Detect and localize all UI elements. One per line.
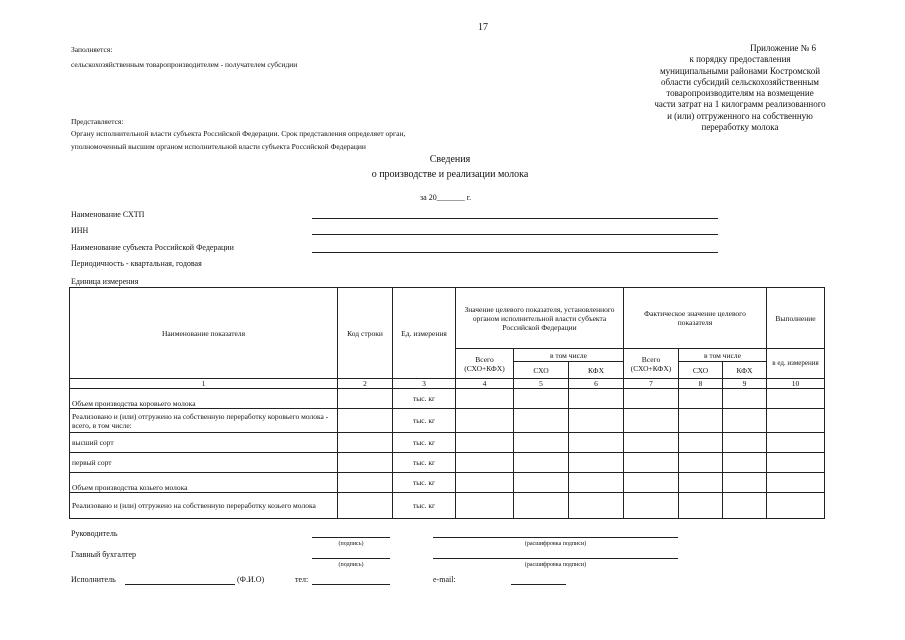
appendix-block [600,43,880,133]
cell[interactable] [569,453,624,473]
row-unit: тыс. кг [393,433,456,453]
cell[interactable] [569,493,624,519]
fill-label: Заполняется: [71,45,113,54]
cell[interactable] [723,409,767,433]
report-period: за 20_______ г. [420,193,472,202]
cell[interactable] [514,453,569,473]
email-label: e-mail: [433,575,456,584]
row-name: Реализовано и (или) отгружено на собственную переработку коровьего молока - всего, в том числе: [70,409,338,433]
cell[interactable] [338,389,393,409]
cell[interactable] [456,433,514,453]
appendix-line: к порядку предоставления [689,54,791,65]
appendix-line: области субсидий сельскохозяйственным [661,76,819,87]
header-target-including: в том числе [514,349,624,362]
cell[interactable] [723,389,767,409]
cell[interactable] [338,453,393,473]
cell[interactable] [514,433,569,453]
header-actual-total: Всего (СХО+КФХ) [624,349,679,379]
cell[interactable] [514,473,569,493]
header-target-kfh: КФХ [569,362,624,379]
row-unit: тыс. кг [393,389,456,409]
cell[interactable] [338,493,393,519]
cell[interactable] [624,409,679,433]
appendix-line: переработку молока [701,122,779,133]
cell[interactable] [679,473,723,493]
col-number: 5 [514,379,569,389]
header-exec: Выполнение [767,288,825,349]
cell[interactable] [569,473,624,493]
cell[interactable] [569,409,624,433]
header-unit: Ед. измерения [393,288,456,379]
row-name: высший сорт [70,433,338,453]
head-signature-line[interactable] [312,537,390,538]
head-decode-hint: (расшифровка подписи) [524,541,587,547]
cell[interactable] [624,453,679,473]
cell[interactable] [456,409,514,433]
col-number: 9 [723,379,767,389]
field-inn-line[interactable] [312,234,718,235]
col-number: 8 [679,379,723,389]
accountant-signature-line[interactable] [312,558,390,559]
cell[interactable] [456,493,514,519]
cell[interactable] [569,433,624,453]
header-exec-unit: в ед. измерения [767,349,825,379]
head-label: Руководитель [71,529,118,538]
executor-label: Исполнитель [71,575,116,584]
header-actual: Фактическое значение целевого показателя [624,288,767,349]
email-line[interactable] [511,584,566,585]
cell[interactable] [514,409,569,433]
document-title: Сведения [429,154,471,165]
cell[interactable] [338,433,393,453]
field-inn-label: ИНН [71,226,89,235]
row-unit: тыс. кг [393,453,456,473]
col-number: 10 [767,379,825,389]
header-target-sho: СХО [514,362,569,379]
cell[interactable] [624,473,679,493]
cell[interactable] [679,493,723,519]
cell[interactable] [723,453,767,473]
cell[interactable] [679,433,723,453]
header-target-total: Всего (СХО+КФХ) [456,349,514,379]
document-subtitle: о производстве и реализации молока [371,169,529,180]
phone-line[interactable] [312,584,390,585]
cell[interactable] [624,389,679,409]
field-periodicity: Периодичность - квартальная, годовая [71,259,202,268]
accountant-label: Главный бухгалтер [71,550,136,559]
row-unit: тыс. кг [393,409,456,433]
appendix-line: товаропроизводителям на возмещение [666,88,814,99]
cell[interactable] [569,389,624,409]
cell[interactable] [723,493,767,519]
accountant-decode-hint: (расшифровка подписи) [524,562,587,568]
field-region-line[interactable] [312,252,718,253]
table-row [70,433,825,453]
cell[interactable] [767,493,825,519]
header-actual-kfh: КФХ [723,362,767,379]
table-row [70,493,825,519]
header-actual-including: в том числе [679,349,767,362]
phone-label: тел: [295,575,309,584]
page-number: 17 [478,22,488,33]
appendix-line: и (или) отгруженного на собственную [667,110,813,121]
submit-line-1: Органу исполнительной власти субъекта Российской Федерации. Срок представления определяет орган, [71,129,406,138]
table-row [70,389,825,409]
cell[interactable] [767,453,825,473]
appendix-line: муниципальными районами Костромской [659,65,821,76]
row-name: Объем производства коровьего молока [70,389,338,409]
header-actual-sho: СХО [679,362,723,379]
fill-value: сельскохозяйственным товаропроизводителем - получателем субсидии [71,60,298,69]
head-signature-hint: (подпись) [338,541,364,547]
appendix-line: части затрат на 1 килограмм реализованного [654,99,826,110]
cell[interactable] [456,473,514,493]
table-row [70,409,825,433]
table-row [70,473,825,493]
appendix-line: Приложение № 6 [750,43,816,53]
data-table [69,287,825,519]
col-number: 3 [393,379,456,389]
cell[interactable] [624,493,679,519]
row-unit: тыс. кг [393,473,456,493]
row-name: первый сорт [70,453,338,473]
cell[interactable] [338,473,393,493]
cell[interactable] [338,409,393,433]
cell[interactable] [456,389,514,409]
head-decode-line[interactable] [433,537,678,538]
executor-fio: (Ф.И.О) [237,575,265,584]
accountant-decode-line[interactable] [433,558,678,559]
field-region-label: Наименование субъекта Российской Федерации [71,243,234,252]
cell[interactable] [679,409,723,433]
header-name: Наименование показателя [70,288,338,379]
cell[interactable] [723,433,767,453]
row-name: Реализовано и (или) отгружено на собственную переработку козьего молока [70,493,338,519]
submit-label: Представляется: [71,117,124,126]
cell[interactable] [723,473,767,493]
cell[interactable] [767,389,825,409]
col-number: 4 [456,379,514,389]
field-name-label: Наименование СХТП [71,210,145,219]
cell[interactable] [514,389,569,409]
header-target: Значение целевого показателя, установленного органом исполнительной власти субъекта Российской Федерации [456,288,624,349]
submit-line-2: уполномоченный высшим органом исполнительной власти субъекта Российской Федерации [71,142,366,151]
col-number: 2 [338,379,393,389]
header-code: Код строки [338,288,393,379]
cell[interactable] [767,433,825,453]
col-number: 7 [624,379,679,389]
cell[interactable] [767,473,825,493]
row-name: Объем производства козьего молока [70,473,338,493]
accountant-signature-hint: (подпись) [338,562,364,568]
cell[interactable] [767,409,825,433]
row-unit: тыс. кг [393,493,456,519]
col-number: 6 [569,379,624,389]
table-row [70,453,825,473]
cell[interactable] [456,453,514,473]
field-unit: Единица измерения [71,277,139,286]
cell[interactable] [679,453,723,473]
cell[interactable] [624,433,679,453]
field-name-line[interactable] [312,218,718,219]
col-number: 1 [70,379,338,389]
cell[interactable] [514,493,569,519]
cell[interactable] [679,389,723,409]
executor-line[interactable] [125,584,235,585]
